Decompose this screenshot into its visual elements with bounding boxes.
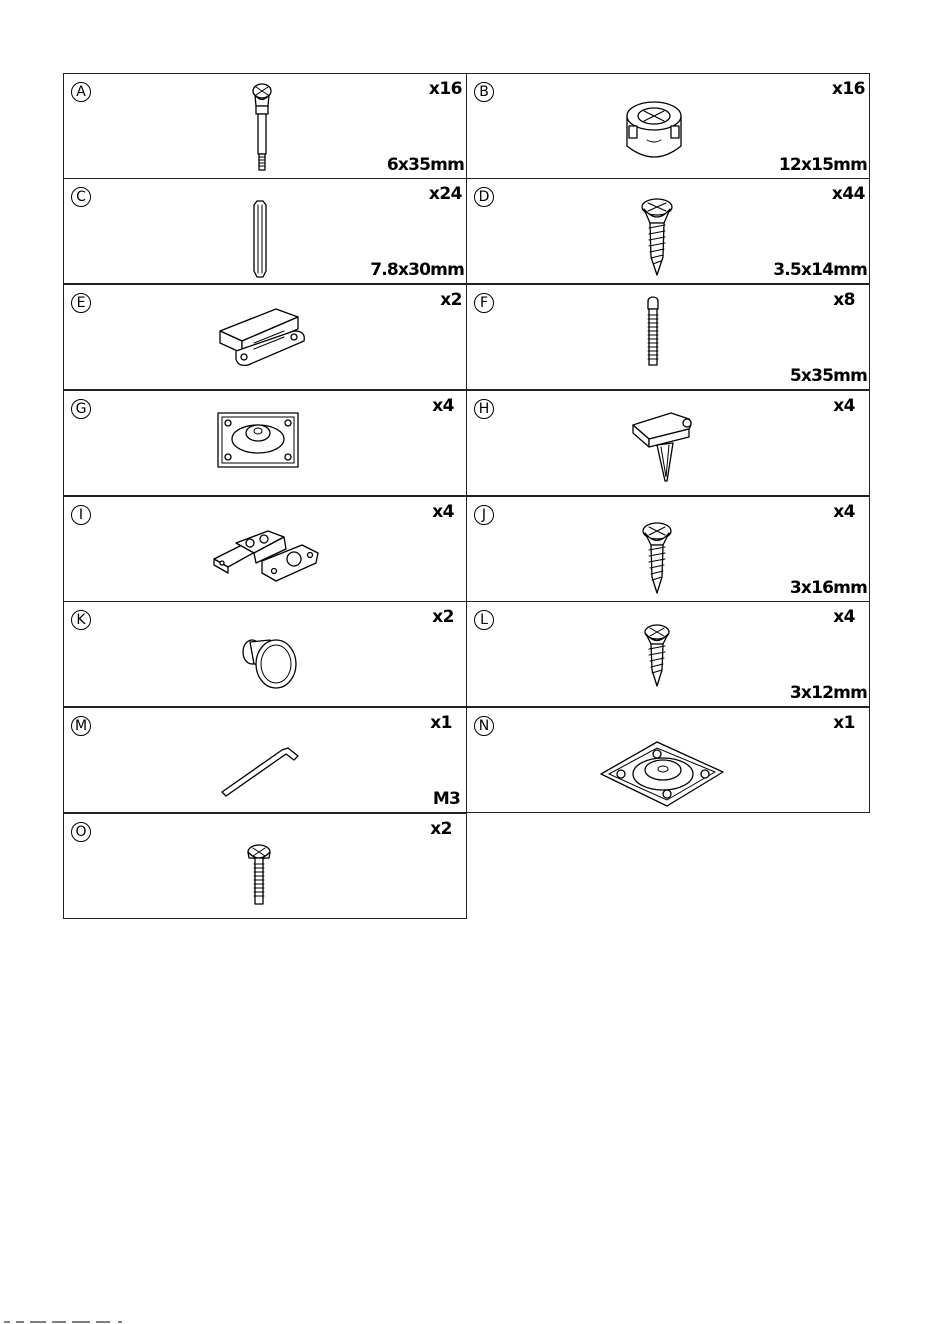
part-quantity: x8: [833, 290, 855, 310]
part-cell-j: [466, 496, 870, 602]
part-letter: F: [474, 293, 494, 313]
part-size: 12x15mm: [778, 155, 867, 175]
part-quantity: x2: [440, 290, 462, 310]
part-size: M3: [432, 789, 460, 809]
part-cell-g: [63, 390, 467, 496]
part-cell-d: [466, 178, 870, 284]
part-quantity: x24: [428, 184, 462, 204]
furniture-glide-icon: [210, 409, 306, 475]
wood-screw-icon: [637, 197, 677, 279]
part-letter: C: [71, 187, 91, 207]
part-letter: N: [474, 716, 494, 736]
part-letter: K: [71, 610, 91, 630]
part-size: 3.5x14mm: [773, 260, 867, 280]
part-cell-c: [63, 178, 467, 284]
wooden-dowel-icon: [248, 199, 272, 281]
part-cell-e: [63, 284, 467, 390]
part-letter: B: [474, 82, 494, 102]
part-quantity: x44: [831, 184, 865, 204]
part-quantity: x4: [432, 396, 454, 416]
knob-icon: [236, 630, 302, 696]
cam-lock-icon: [619, 92, 689, 172]
part-quantity: x16: [831, 79, 865, 99]
part-size: 7.8x30mm: [370, 260, 464, 280]
mounting-plate-icon: [597, 736, 727, 812]
part-quantity: x1: [833, 713, 855, 733]
part-letter: O: [71, 822, 91, 842]
part-letter: G: [71, 399, 91, 419]
part-size: 3x12mm: [789, 683, 867, 703]
part-cell-i: [63, 496, 467, 602]
wood-screw-icon: [637, 521, 677, 597]
part-quantity: x2: [432, 607, 454, 627]
part-cell-a: [63, 73, 467, 179]
part-cell-k: [63, 601, 467, 707]
part-letter: J: [474, 505, 494, 525]
part-size: 6x35mm: [386, 155, 464, 175]
allen-key-icon: [214, 738, 304, 802]
cabinet-hinge-icon: [206, 523, 322, 589]
part-size: 3x16mm: [789, 578, 867, 598]
part-quantity: x4: [833, 396, 855, 416]
part-cell-l: [466, 601, 870, 707]
hardware-parts-grid: [63, 73, 870, 919]
part-cell-m: [63, 707, 467, 813]
confirmat-screw-icon: [643, 295, 663, 369]
print-edge-marks: [0, 1320, 160, 1324]
part-quantity: x1: [430, 713, 452, 733]
wood-screw-icon: [639, 622, 675, 690]
part-quantity: x4: [432, 502, 454, 522]
part-quantity: x16: [428, 79, 462, 99]
part-letter: H: [474, 399, 494, 419]
magnetic-catch-icon: [214, 301, 314, 381]
part-quantity: x2: [430, 819, 452, 839]
part-cell-b: [466, 73, 870, 179]
part-cell-o: [63, 813, 467, 919]
part-quantity: x4: [833, 502, 855, 522]
part-quantity: x4: [833, 607, 855, 627]
part-cell-n: [466, 707, 870, 813]
part-size: 5x35mm: [789, 366, 867, 386]
part-letter: I: [71, 505, 91, 525]
part-letter: M: [71, 716, 91, 736]
machine-screw-icon: [244, 842, 274, 908]
part-cell-h: [466, 390, 870, 496]
part-letter: D: [474, 187, 494, 207]
cam-bolt-icon: [242, 78, 282, 174]
part-cell-f: [466, 284, 870, 390]
part-letter: A: [71, 82, 91, 102]
shelf-support-pin-icon: [627, 405, 707, 485]
part-letter: L: [474, 610, 494, 630]
part-letter: E: [71, 293, 91, 313]
